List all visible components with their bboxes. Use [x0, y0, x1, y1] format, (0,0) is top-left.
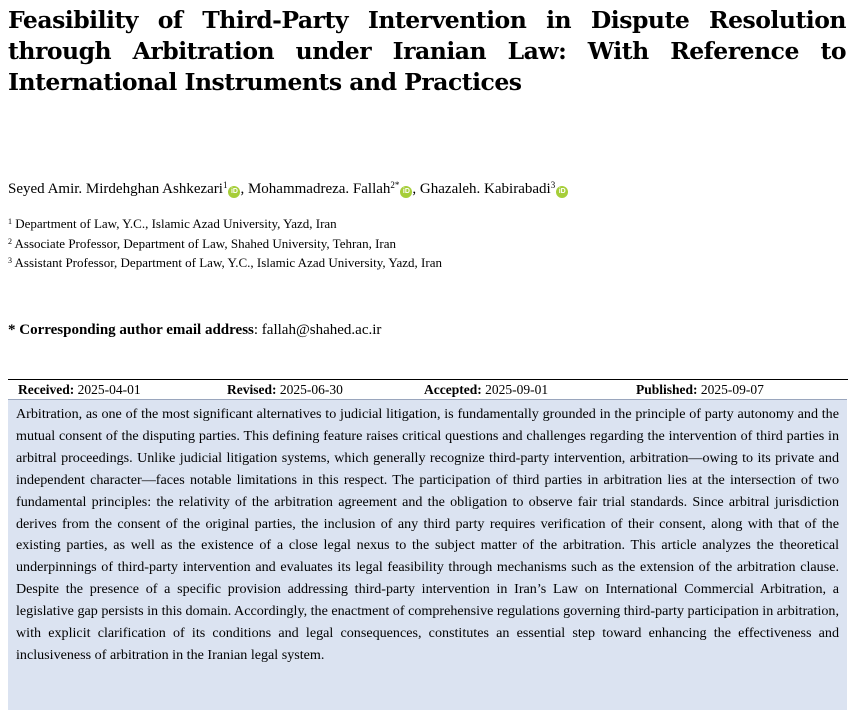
author-affiliation-marker: 1	[222, 180, 228, 190]
orcid-icon[interactable]: iD	[400, 186, 412, 198]
paper-title: Feasibility of Third-Party Intervention in Dispute Resolution through Arbitration under Iranian Law: With Reference to International Instruments and Practices	[8, 6, 846, 96]
author-affiliation-marker: 2*	[390, 180, 400, 190]
corresponding-author-separator: :	[253, 322, 262, 338]
affiliation-item	[8, 233, 442, 253]
corresponding-author	[8, 320, 381, 340]
affiliation-text: Department of Law, Y.C., Islamic Azad University, Yazd, Iran	[12, 216, 337, 231]
received-label: Received:	[18, 382, 75, 397]
published-value: 2025-09-07	[697, 382, 764, 397]
affiliation-marker: 3	[8, 256, 12, 265]
accepted-value: 2025-09-01	[481, 382, 549, 397]
affiliation-item	[8, 213, 442, 233]
affiliation-item	[8, 252, 442, 272]
revised-date	[227, 381, 343, 398]
author-separator: ,	[240, 181, 248, 197]
abstract-box	[8, 399, 847, 710]
accepted-date	[424, 381, 548, 398]
accepted-label: Accepted:	[424, 382, 482, 397]
orcid-icon[interactable]: iD	[228, 186, 240, 198]
affiliation-text: Assistant Professor, Department of Law, Y.C., Islamic Azad University, Yazd, Iran	[12, 255, 442, 270]
published-label: Published:	[636, 382, 698, 397]
corresponding-author-label: * Corresponding author email address	[8, 322, 254, 338]
author-name: Ghazaleh. Kabirabadi	[419, 181, 551, 197]
orcid-icon[interactable]: iD	[556, 186, 568, 198]
revised-value: 2025-06-30	[276, 382, 343, 397]
affiliation-list	[8, 213, 442, 272]
corresponding-author-email[interactable]: fallah@shahed.ac.ir	[261, 322, 382, 338]
author-affiliation-marker: 3	[550, 180, 556, 190]
author-name: Seyed Amir. Mirdehghan Ashkezari	[8, 181, 223, 197]
affiliation-marker: 1	[8, 217, 12, 226]
revised-label: Revised:	[227, 382, 277, 397]
published-date	[636, 381, 764, 398]
affiliation-marker: 2	[8, 236, 12, 246]
author-name: Mohammadreza. Fallah	[247, 181, 391, 197]
affiliation-text: Associate Professor, Department of Law, Shahed University, Tehran, Iran	[12, 235, 397, 251]
author-list	[8, 175, 568, 199]
abstract-text: Arbitration, as one of the most significant alternatives to judicial litigation, is fundamentally grounded in the principle of party autonomy and the mutual consent of the disputing parties. This defining feature raises critical questions and challenges regarding the intervention of third parties in arbitral proceedings. Unlike judicial litigation systems, which generally recognize third-party intervention, arbitration—owing to its private and independent character—faces notable limitations in this respect. The participation of third parties in arbitration lies at the intersection of two fundamental principles: the relativity of the arbitration agreement and the obligation to observe fair trial standards. Since arbitral jurisdiction derives from the consent of the original parties, the inclusion of any third party requires verification of their consent, along with that of the existing parties, as well as the existence of a close legal nexus to the subject matter of the arbitration. This article analyzes the theoretical underpinnings of third-party intervention and evaluates its legal feasibility through mechanisms such as the extension of the arbitration clause. Despite the presence of a specific provision addressing third-party intervention in Iran’s Law on International Commercial Arbitration, a legislative gap persists in this domain. Accordingly, the enactment of comprehensive regulations governing third-party participation in arbitration, with explicit clarification of its conditions and legal consequences, constitutes an essential step toward enhancing the effectiveness and inclusiveness of arbitration in the Iranian legal system.	[16, 406, 839, 663]
received-date	[18, 381, 141, 398]
dates-divider	[8, 379, 848, 380]
author-separator: ,	[412, 181, 420, 197]
received-value: 2025-04-01	[74, 382, 141, 397]
